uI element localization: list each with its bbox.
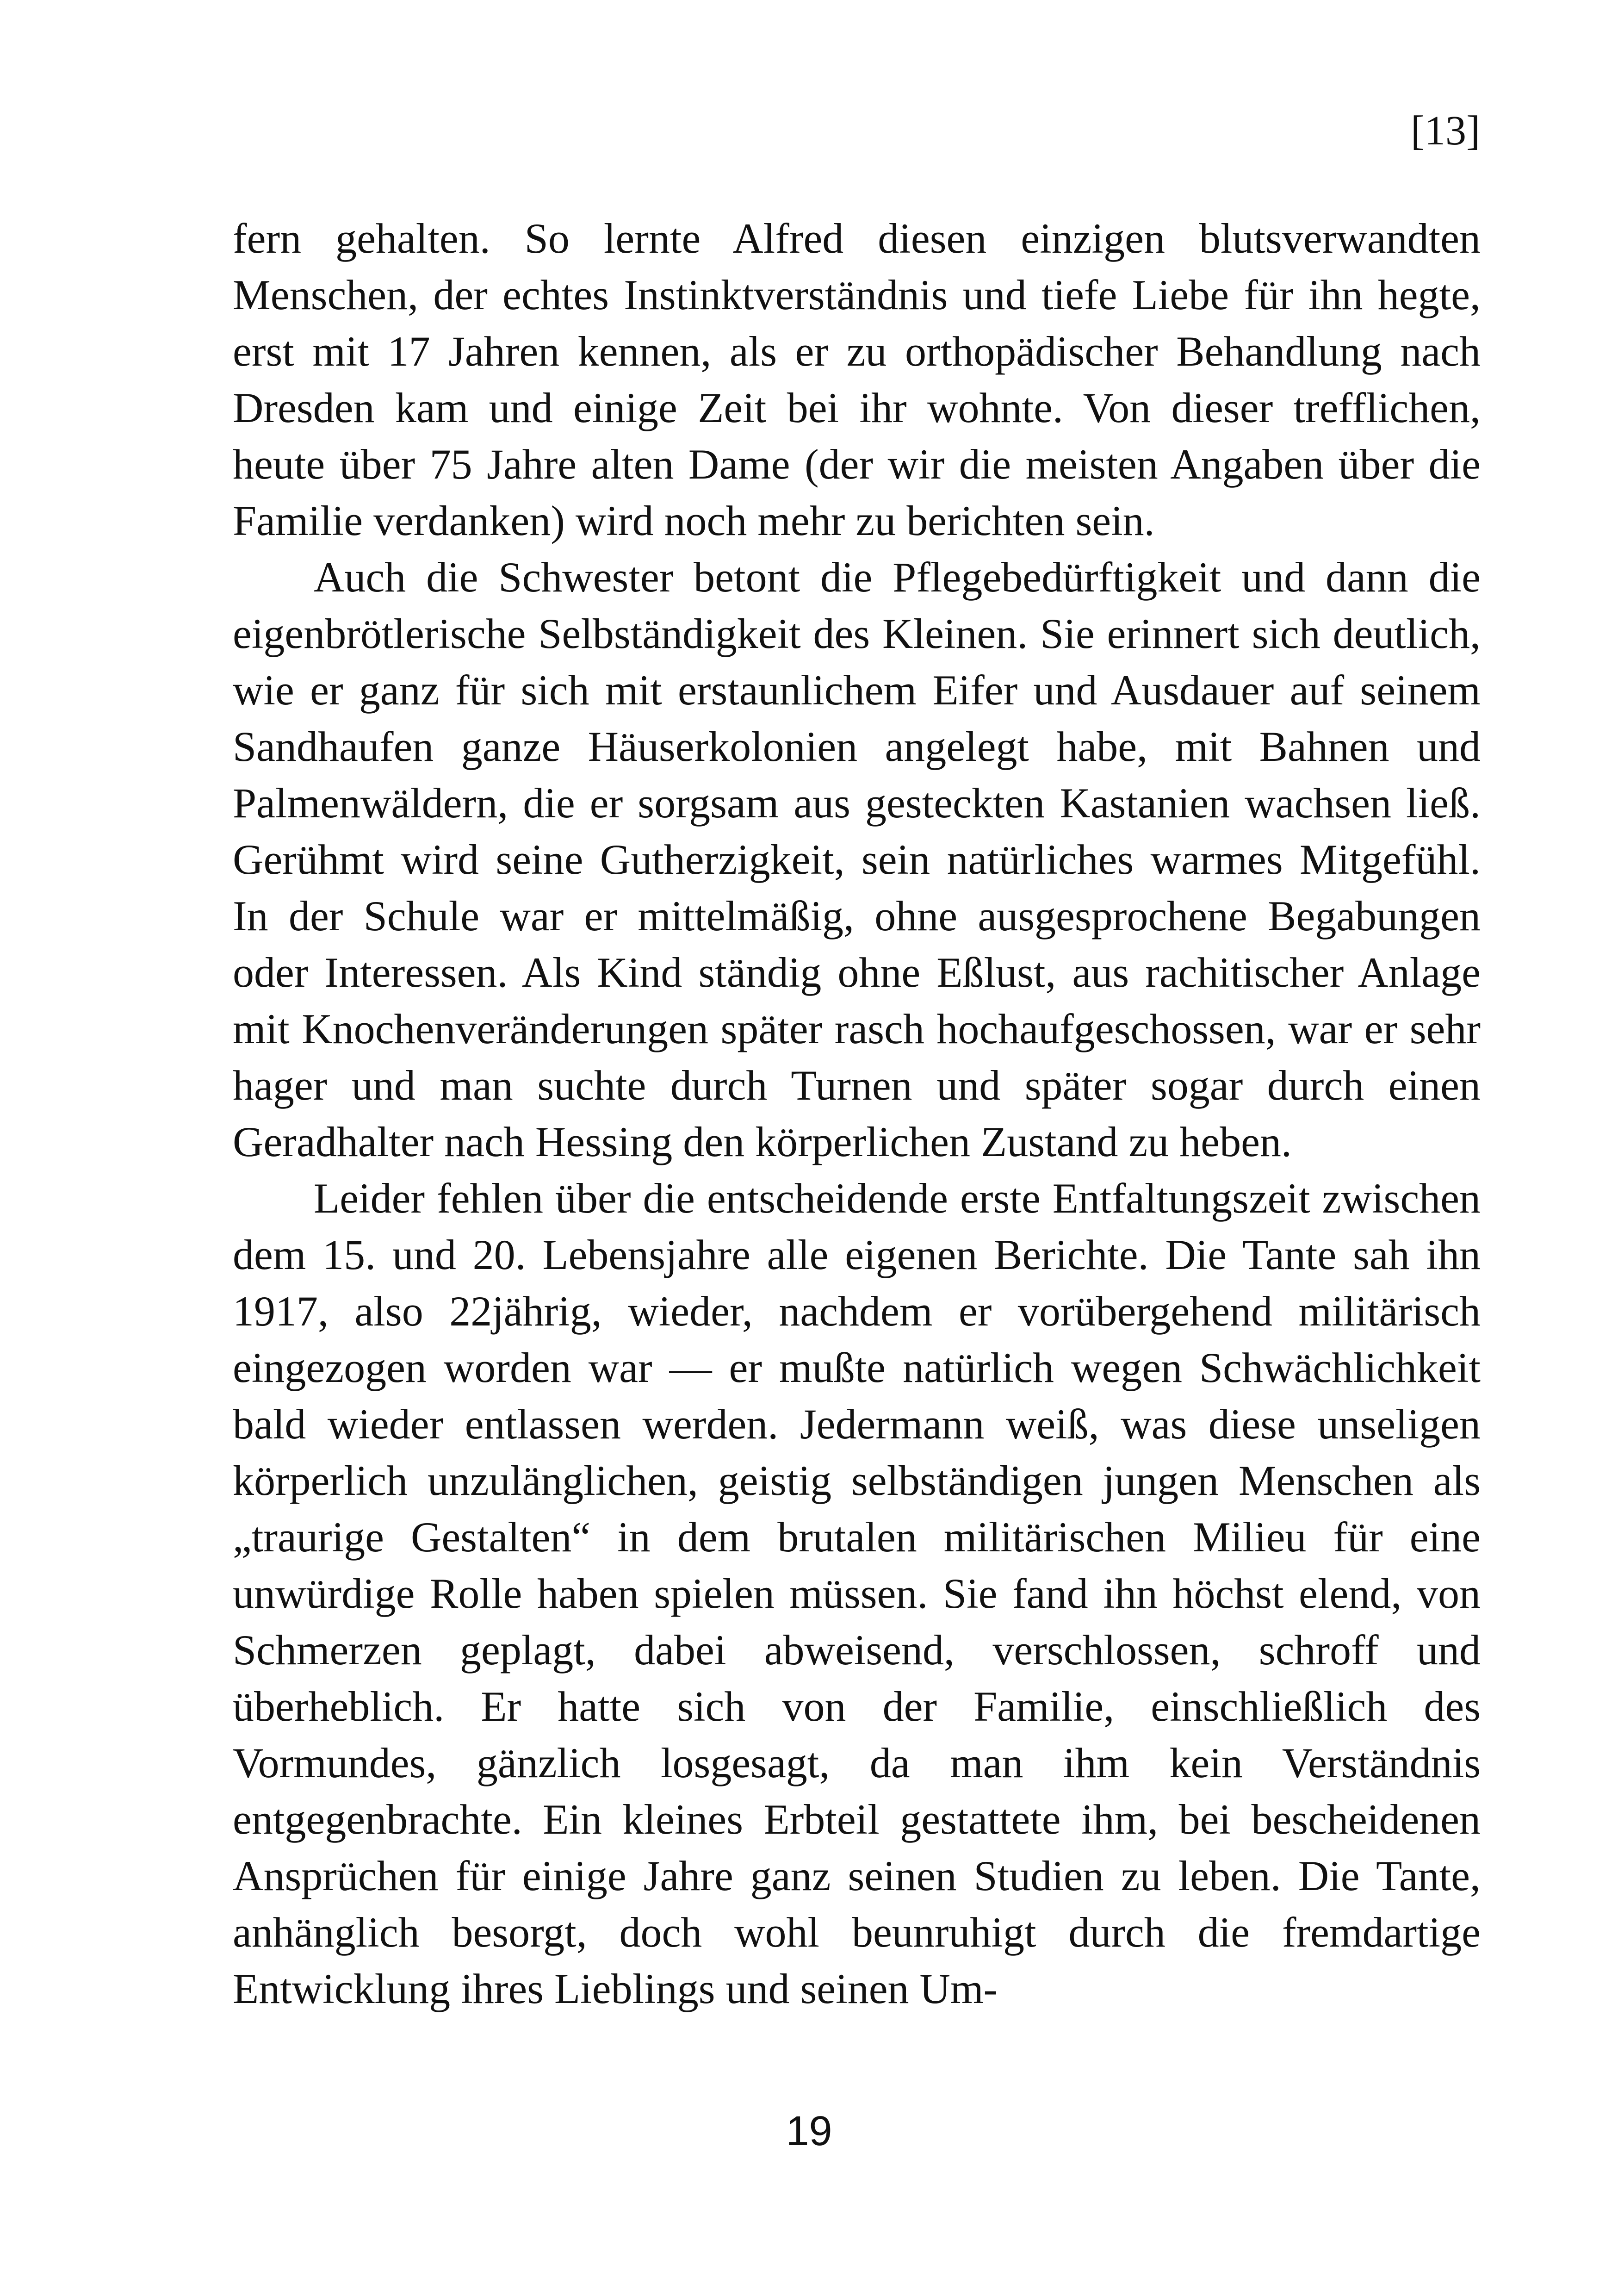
page-number: 19 bbox=[786, 2108, 832, 2154]
body-text bbox=[233, 210, 1481, 2017]
original-page-marker: [13] bbox=[1411, 108, 1480, 154]
paragraph-2: Auch die Schwester betont die Pflegebedürftigkeit und dann die eigenbrötlerische Selbständigkeit des Kleinen. Sie erinnert sich deutlich, wie er ganz für sich mit erstaunlichem Eifer und Ausdauer auf seinem Sandhaufen ganze Häuserkolonien angelegt habe, mit Bahnen und Palmenwäldern, die er sorgsam aus gesteckten Kastanien wachsen ließ. Gerühmt wird seine Gutherzigkeit, sein natürliches warmes Mitgefühl. In der Schule war er mittelmäßig, ohne ausgesprochene Begabungen oder Interessen. Als Kind ständig ohne Eßlust, aus rachitischer Anlage mit Knochenveränderungen später rasch hochaufgeschossen, war er sehr hager und man suchte durch Turnen und später sogar durch einen Geradhalter nach Hessing den körperlichen Zustand zu heben. bbox=[233, 554, 1481, 1165]
paragraph-1: fern gehalten. So lernte Alfred diesen einzigen blutsverwandten Menschen, der echtes Instinktverständnis und tiefe Liebe für ihn hegte, erst mit 17 Jahren kennen, als er zu orthopädischer Behandlung nach Dresden kam und einige Zeit bei ihr wohnte. Von dieser trefflichen, heute über 75 Jahre alten Dame (der wir die meisten Angaben über die Familie verdanken) wird noch mehr zu berichten sein. bbox=[233, 215, 1481, 544]
paragraph-3: Leider fehlen über die entscheidende erste Entfaltungszeit zwischen dem 15. und 20. Lebensjahre alle eigenen Berichte. Die Tante sah ihn 1917, also 22jährig, wieder, nachdem er vorübergehend militärisch eingezogen worden war — er mußte natürlich wegen Schwächlichkeit bald wieder entlassen werden. Jedermann weiß, was diese unseligen körperlich unzulänglichen, geistig selbständigen jungen Menschen als „traurige Gestalten“ in dem brutalen militärischen Milieu für eine unwürdige Rolle haben spielen müssen. Sie fand ihn höchst elend, von Schmerzen geplagt, dabei abweisend, verschlossen, schroff und überheblich. Er hatte sich von der Familie, einschließlich des Vormundes, gänzlich losgesagt, da man ihm kein Verständnis entgegenbrachte. Ein kleines Erbteil gestattete ihm, bei bescheidenen Ansprüchen für einige Jahre ganz seinen Studien zu leben. Die Tante, anhänglich besorgt, doch wohl beunruhigt durch die fremdartige Entwicklung ihres Lieblings und seinen Um- bbox=[233, 1175, 1481, 2012]
